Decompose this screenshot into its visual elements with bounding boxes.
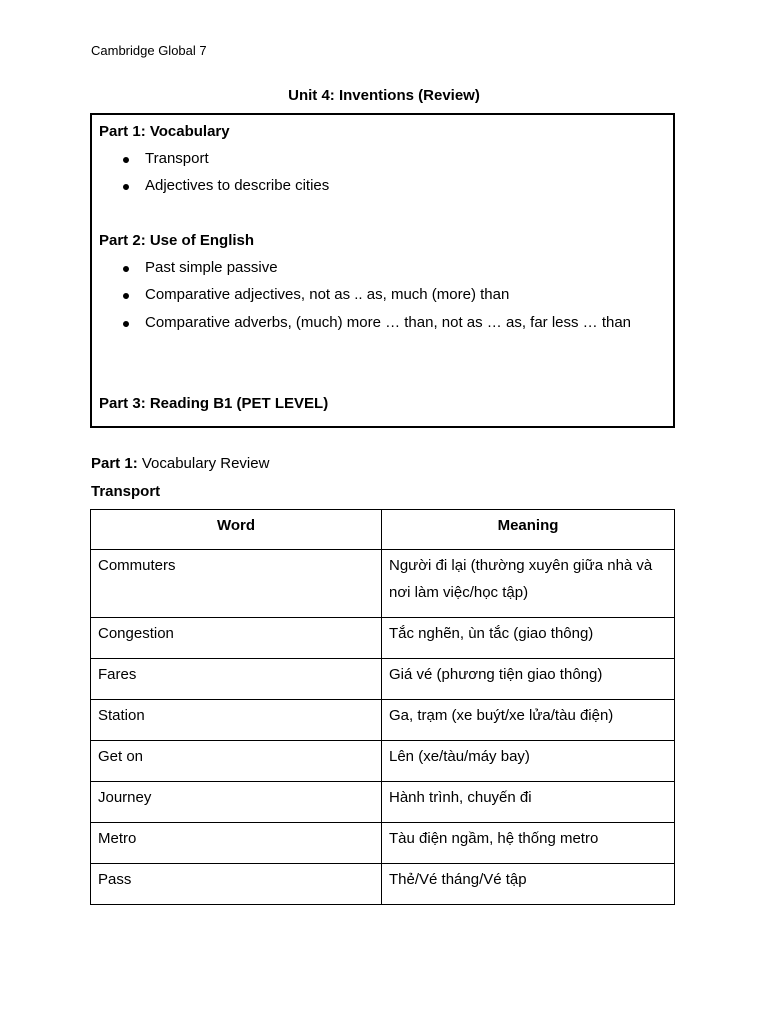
table-row <box>91 864 675 905</box>
bullet-icon <box>123 321 129 327</box>
meaning-text: Giá vé (phương tiện giao thông) <box>389 666 603 683</box>
meaning-text: Ga, trạm (xe buýt/xe lửa/tàu điện) <box>389 707 614 724</box>
unit-overview-box <box>90 113 675 428</box>
table-row <box>91 659 675 700</box>
word-cell <box>91 618 382 659</box>
word-cell <box>91 700 382 741</box>
table-row <box>91 700 675 741</box>
meaning-text: Tắc nghẽn, ùn tắc (giao thông) <box>389 625 594 642</box>
word-text: Get on <box>98 748 144 765</box>
meaning-cell <box>382 782 675 823</box>
word-text: Station <box>98 707 145 724</box>
table-row <box>91 741 675 782</box>
meaning-cell <box>382 864 675 905</box>
word-cell <box>91 782 382 823</box>
meaning-text: Hành trình, chuyến đi <box>389 789 532 806</box>
part-2-heading: Part 2: Use of English <box>99 232 255 249</box>
bullet-icon <box>123 293 129 299</box>
section-part-text: Vocabulary Review <box>137 455 270 472</box>
table-row <box>91 550 675 618</box>
vocabulary-table <box>90 509 675 905</box>
column-header-word: Word <box>91 510 382 550</box>
meaning-cell <box>382 700 675 741</box>
word-cell <box>91 659 382 700</box>
part-3-heading: Part 3: Reading B1 (PET LEVEL) <box>99 395 329 412</box>
section-title <box>91 455 269 473</box>
page-title: Unit 4: Inventions (Review) <box>288 87 480 104</box>
bullet-icon <box>123 157 129 163</box>
meaning-cell <box>382 741 675 782</box>
word-text: Congestion <box>98 625 174 642</box>
word-text: Journey <box>98 789 152 806</box>
meaning-cell <box>382 618 675 659</box>
list-item-text: Past simple passive <box>145 259 278 276</box>
table-row <box>91 618 675 659</box>
list-item-text: Comparative adverbs, (much) more … than, not as … as, far less … than <box>145 314 632 331</box>
table-row <box>91 823 675 864</box>
bullet-icon <box>123 266 129 272</box>
part-1-heading: Part 1: Vocabulary <box>99 123 230 140</box>
word-text: Fares <box>98 666 137 683</box>
table-row <box>91 782 675 823</box>
list-item-text: Comparative adjectives, not as .. as, much (more) than <box>145 286 510 303</box>
word-cell <box>91 741 382 782</box>
word-cell <box>91 823 382 864</box>
list-item-text: Adjectives to describe cities <box>145 177 330 194</box>
meaning-text: Thẻ/Vé tháng/Vé tập <box>389 871 527 888</box>
column-header-meaning: Meaning <box>382 510 675 550</box>
meaning-cell <box>382 550 675 618</box>
table-header-row <box>91 510 675 550</box>
document-header: Cambridge Global 7 <box>91 43 207 58</box>
section-subheading: Transport <box>91 483 161 500</box>
word-text: Pass <box>98 871 132 888</box>
bullet-icon <box>123 184 129 190</box>
meaning-cell <box>382 659 675 700</box>
section-part-label: Part 1: <box>91 455 138 472</box>
word-cell <box>91 550 382 618</box>
word-text: Metro <box>98 830 137 847</box>
list-item-text: Transport <box>145 150 209 167</box>
word-text: Commuters <box>98 557 176 574</box>
word-cell <box>91 864 382 905</box>
meaning-text: Người đi lại (thường xuyên giữa nhà và nơi làm việc/học tập) <box>389 557 653 601</box>
meaning-cell <box>382 823 675 864</box>
meaning-text: Lên (xe/tàu/máy bay) <box>389 748 530 765</box>
meaning-text: Tàu điện ngầm, hệ thống metro <box>389 830 599 847</box>
